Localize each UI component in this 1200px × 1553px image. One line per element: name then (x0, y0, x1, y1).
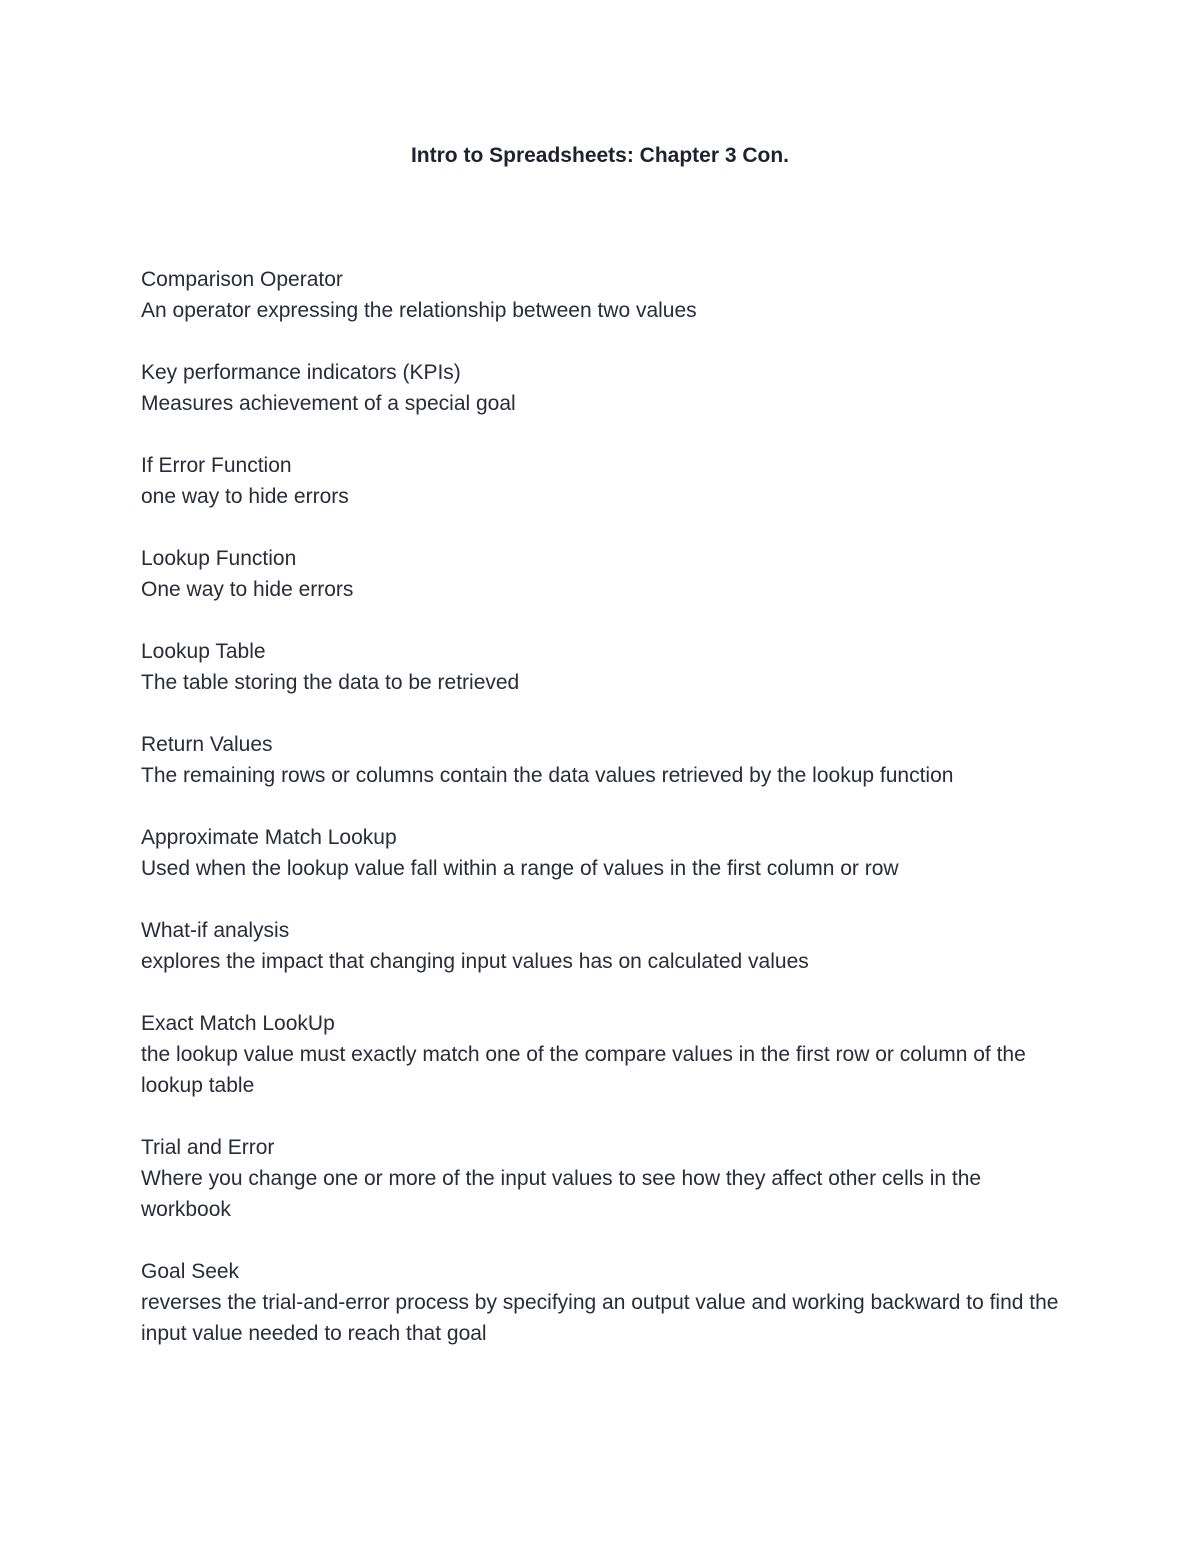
glossary-term: What-if analysis (141, 919, 290, 942)
glossary-entry (141, 1008, 1071, 1101)
glossary-definition: reverses the trial-and-error process by specifying an output value and working backward to find the input value needed to reach that goal (141, 1291, 1059, 1345)
glossary-entry (141, 636, 1071, 698)
glossary-term: Lookup Table (141, 640, 266, 663)
glossary-entry (141, 264, 1071, 326)
glossary-term: Trial and Error (141, 1136, 275, 1159)
glossary-definition: The table storing the data to be retrieved (141, 671, 520, 694)
glossary-term: Exact Match LookUp (141, 1012, 335, 1035)
glossary-term: Lookup Function (141, 547, 297, 570)
glossary-entry (141, 1132, 1071, 1225)
glossary-definition: Used when the lookup value fall within a range of values in the first column or row (141, 857, 899, 880)
glossary-definition: the lookup value must exactly match one of the compare values in the first row or column of the lookup table (141, 1043, 1026, 1097)
glossary-definition: One way to hide errors (141, 578, 354, 601)
glossary-term: Approximate Match Lookup (141, 826, 397, 849)
glossary-definition: explores the impact that changing input values has on calculated values (141, 950, 809, 973)
glossary-term: If Error Function (141, 454, 292, 477)
glossary-definition: one way to hide errors (141, 485, 349, 508)
glossary-entry (141, 543, 1071, 605)
glossary-term: Comparison Operator (141, 268, 343, 291)
glossary-definition: The remaining rows or columns contain the data values retrieved by the lookup function (141, 764, 954, 787)
page-title: Intro to Spreadsheets: Chapter 3 Con. (410, 144, 790, 167)
glossary-entry (141, 822, 1071, 884)
glossary-definition: Where you change one or more of the input values to see how they affect other cells in the workbook (141, 1167, 982, 1221)
glossary-entry (141, 1256, 1071, 1349)
glossary-entry (141, 729, 1071, 791)
glossary-entry (141, 357, 1071, 419)
glossary-definition: An operator expressing the relationship between two values (141, 299, 697, 322)
glossary-entry (141, 450, 1071, 512)
glossary-term: Return Values (141, 733, 273, 756)
glossary-term: Key performance indicators (KPIs) (141, 361, 461, 384)
glossary-definition: Measures achievement of a special goal (141, 392, 516, 415)
glossary-entry (141, 915, 1071, 977)
glossary-term: Goal Seek (141, 1260, 240, 1283)
glossary-list (141, 264, 1071, 1380)
